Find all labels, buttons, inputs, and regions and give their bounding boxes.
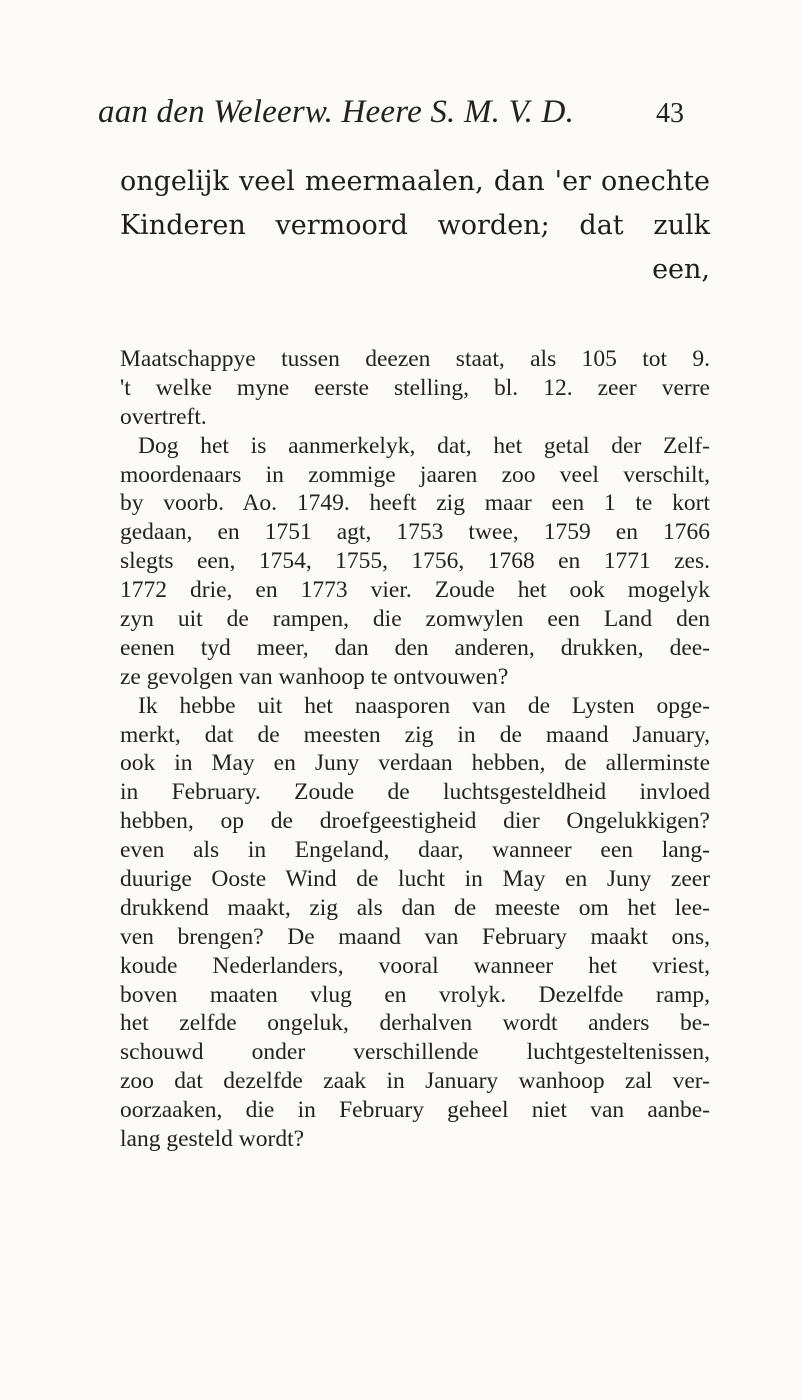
body-line: in February. Zoude de luchtsgesteldheid invloed bbox=[120, 779, 710, 806]
body-line: schouwd onder verschillende luchtgesteltenissen, bbox=[120, 1039, 710, 1066]
body-line: moordenaars in zommige jaaren zoo veel verschilt, bbox=[120, 461, 710, 488]
body-line: gedaan, en 1751 agt, 1753 twee, 1759 en 1766 bbox=[120, 519, 710, 546]
body-line: eenen tyd meer, dan den anderen, drukken, dee- bbox=[120, 634, 710, 661]
body-line: zoo dat dezelfde zaak in January wanhoop zal ver- bbox=[120, 1068, 710, 1095]
body-line: 't welke myne eerste stelling, bl. 12. zeer verre bbox=[120, 374, 710, 401]
body-line: duurige Ooste Wind de lucht in May en Juny zeer bbox=[120, 866, 710, 893]
body-line: even als in Engeland, daar, wanneer een lang- bbox=[120, 837, 710, 864]
body-line: boven maaten vlug en vrolyk. Dezelfde ramp, bbox=[120, 981, 710, 1008]
lead-line: Kinderen vermoord worden; dat zulk bbox=[120, 210, 710, 241]
body-line: Ik hebbe uit het naasporen van de Lysten opge- bbox=[138, 692, 710, 719]
running-head bbox=[98, 94, 684, 144]
body-line: Maatschappye tussen deezen staat, als 105 tot 9. bbox=[120, 346, 710, 372]
lead-line-catchword: een, bbox=[652, 254, 710, 285]
lead-paragraph bbox=[120, 160, 710, 292]
body-line: lang gesteld wordt? bbox=[120, 1126, 305, 1153]
body-line: oorzaaken, die in February geheel niet van aanbe- bbox=[120, 1097, 710, 1124]
body-line: ze gevolgen van wanhoop te ontvouwen? bbox=[120, 663, 509, 690]
body-line: koude Nederlanders, vooral wanneer het vriest, bbox=[120, 952, 710, 979]
body-text bbox=[120, 345, 710, 1154]
body-line: zyn uit de rampen, die zomwylen een Land den bbox=[120, 606, 710, 633]
body-line: drukkend maakt, zig als dan de meeste om het lee- bbox=[120, 894, 710, 921]
running-title: aan den Weleerw. Heere S. M. V. D. bbox=[98, 94, 575, 130]
body-line: merkt, dat de meesten zig in de maand January, bbox=[120, 721, 710, 748]
body-line: overtreft. bbox=[120, 403, 207, 430]
body-line: het zelfde ongeluk, derhalven wordt anders be- bbox=[120, 1010, 710, 1037]
body-line: hebben, op de droefgeestigheid dier Ongelukkigen? bbox=[120, 808, 710, 835]
body-line: 1772 drie, en 1773 vier. Zoude het ook mogelyk bbox=[120, 577, 710, 604]
body-line: ven brengen? De maand van February maakt ons, bbox=[120, 923, 710, 950]
body-line: ook in May en Juny verdaan hebben, de allerminste bbox=[120, 750, 710, 777]
lead-line: ongelijk veel meermaalen, dan 'er onechte bbox=[120, 166, 710, 197]
page-number: 43 bbox=[656, 98, 684, 129]
body-line: by voorb. Ao. 1749. heeft zig maar een 1 te kort bbox=[120, 490, 710, 517]
body-line: Dog het is aanmerkelyk, dat, het getal der Zelf- bbox=[138, 432, 710, 459]
body-line: slegts een, 1754, 1755, 1756, 1768 en 1771 zes. bbox=[120, 548, 710, 575]
